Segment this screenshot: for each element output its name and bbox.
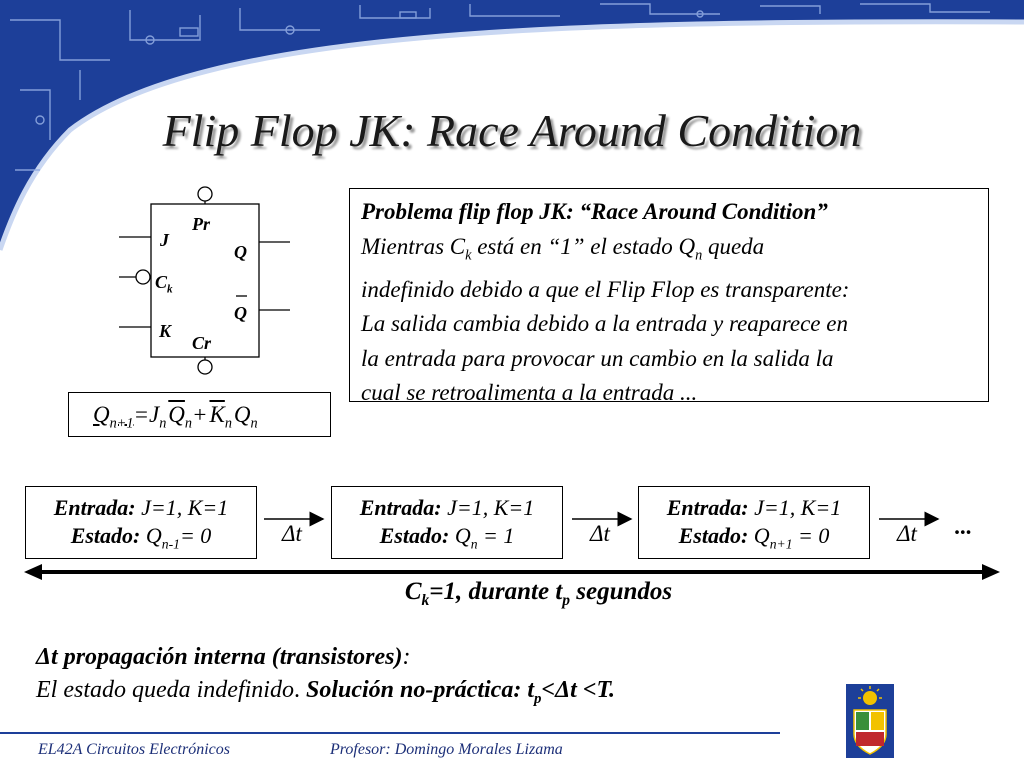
note-propagation: Δt propagación interna (transistores): (36, 644, 411, 670)
state-box-2: Entrada: J=1, K=1 Estado: $Q_n = 1$ (331, 486, 563, 559)
state-box-3: Entrada: J=1, K=1 Estado: $Q_{n+1} = 0$ (638, 486, 870, 559)
clock-span-label: $C_k=1$, durante $t_p$ segundos (404, 578, 673, 609)
ellipsis-label: ... (955, 514, 973, 539)
pin-cr-label: Cr (192, 333, 212, 353)
state-box-1: Entrada: J=1, K=1 Estado: $Q_{n-1}= 0$ (25, 486, 257, 559)
problem-line: la entrada para provocar un cambio en la salida la (361, 345, 834, 371)
pin-qbar-label: Q (234, 303, 247, 323)
problem-heading: Problema flip flop JK: “Race Around Condition” (361, 199, 828, 224)
problem-line: Mientras $C_k$ está en “1” el estado $Q_n$ queda (361, 233, 765, 264)
pin-ck-label: $C_k$ (155, 272, 173, 296)
pin-pr-label: Pr (192, 214, 210, 234)
footer-course: EL42A Circuitos Electrónicos (38, 741, 230, 758)
pin-j-label: J (160, 230, 169, 250)
problem-description-box (349, 188, 989, 406)
delta-t-label: Δt (590, 521, 610, 546)
pin-k-label: K (159, 321, 172, 341)
pin-q-label: Q (234, 242, 247, 262)
footer-professor: Profesor: Domingo Morales Lizama (330, 741, 563, 758)
problem-line: indefinido debido a que el Flip Flop es transparente: (361, 276, 850, 302)
characteristic-equation: $Q_{n+1}=J_n$ $\overline{Q}_n+$ $\overline{K}_n$ $Q_n$ (68, 392, 331, 437)
slide-title: Flip Flop JK: Race Around Condition (162, 105, 862, 156)
university-seal-icon (846, 684, 894, 758)
problem-line: La salida cambia debido a la entrada y reaparece en (361, 311, 848, 337)
delta-t-label: Δt (282, 521, 302, 546)
note-solution: El estado queda indefinido. Solución no-práctica: $t_p<\Delta t <T$. (36, 677, 615, 707)
transition-arrows (0, 505, 1024, 535)
delta-t-label: Δt (897, 521, 917, 546)
problem-line: cual se retroalimenta a la entrada ... (361, 380, 698, 406)
